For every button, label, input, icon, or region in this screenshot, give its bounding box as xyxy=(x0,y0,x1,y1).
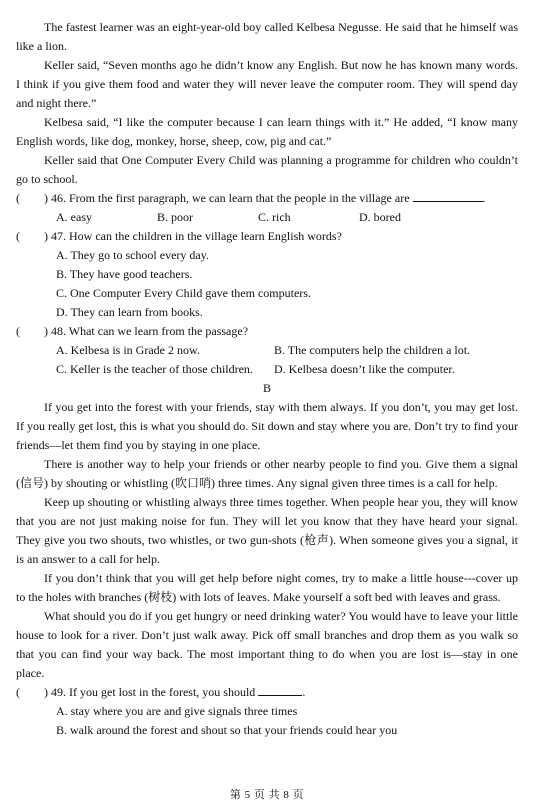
answer-paren[interactable]: ( xyxy=(16,191,20,205)
option-b: B. They have good teachers. xyxy=(56,267,193,281)
option-c: C. One Computer Every Child gave them computers. xyxy=(56,286,311,300)
question-49 xyxy=(16,683,518,702)
question-stem: ) 49. If you get lost in the forest, you should xyxy=(44,685,256,699)
option-b: B. poor xyxy=(157,210,193,224)
page-content xyxy=(16,18,518,740)
question-stem: ) 48. What can we learn from the passage? xyxy=(44,324,249,338)
option-d: D. bored xyxy=(359,210,401,224)
question-46 xyxy=(16,189,518,208)
page-footer: 第 5 页 共 8 页 xyxy=(229,789,305,801)
passage-a-paragraph-2: Keller said, “Seven months ago he didn’t know any English. But now he has known many words. I think if you give them food and water they will never leave the computer room. They will spend day and night there.” xyxy=(16,58,518,110)
passage-a-paragraph-1: The fastest learner was an eight-year-old boy called Kelbesa Negusse. He said that he himself was like a lion. xyxy=(16,20,518,53)
option-d: D. Kelbesa doesn’t like the computer. xyxy=(274,362,455,376)
passage-b-paragraph-3: Keep up shouting or whistling always three times together. When people hear you, they will know that you are not just making noise for fun. They will let you know that they have heard your signal. They give you two shouts, two whistles, or two gun-shots (枪声). When someone gives you a signal, it is an answer to a call for help. xyxy=(16,495,518,566)
option-a: A. They go to school every day. xyxy=(56,248,209,262)
passage-a-paragraph-4: Keller said that One Computer Every Child was planning a programme for children who couldn’t go to school. xyxy=(16,153,518,186)
answer-blank[interactable] xyxy=(413,189,483,202)
question-48 xyxy=(16,322,518,341)
passage-b-paragraph-5: What should you do if you get hungry or need drinking water? You would have to leave your little house to look for a river. Don’t just walk away. Pick off small branches and drop them as you walk so that you can find your way back. The most important thing to do when you are lost is—stay in one place. xyxy=(16,609,518,680)
options-48-row-2 xyxy=(16,360,518,379)
question-stem: ) 47. How can the children in the village learn English words? xyxy=(44,229,342,243)
answer-paren[interactable]: ( xyxy=(16,229,20,243)
options-46 xyxy=(16,208,518,227)
option-c: C. Keller is the teacher of those children. xyxy=(56,362,253,376)
section-b-heading: B xyxy=(262,381,271,395)
passage-a-paragraph-3: Kelbesa said, “I like the computer because I can learn things with it.” He added, “I know many English words, like dog, monkey, horse, sheep, cow, pig and cat.” xyxy=(16,115,518,148)
option-a: A. Kelbesa is in Grade 2 now. xyxy=(56,343,200,357)
answer-paren[interactable]: ( xyxy=(16,324,20,338)
question-stem: ) 46. From the first paragraph, we can learn that the people in the village are xyxy=(44,191,410,205)
answer-paren[interactable]: ( xyxy=(16,685,20,699)
option-d: D. They can learn from books. xyxy=(56,305,203,319)
passage-b-paragraph-2: There is another way to help your friends or other nearby people to find you. Give them a signal (信号) by shouting or whistling (吹口哨) three times. Any signal given three times is a call for help. xyxy=(16,457,518,490)
option-a: A. stay where you are and give signals three times xyxy=(56,704,298,718)
option-b: B. The computers help the children a lot. xyxy=(274,343,471,357)
question-end: . xyxy=(302,685,306,699)
question-end: . xyxy=(482,191,486,205)
passage-b-paragraph-4: If you don’t think that you will get help before night comes, try to make a little house---cover up to the holes with branches (树枝) with lots of leaves. Make yourself a soft bed with leaves and grass. xyxy=(16,571,518,604)
option-c: C. rich xyxy=(258,210,291,224)
passage-b-paragraph-1: If you get into the forest with your friends, stay with them always. If you don’t, you may get lost. If you really get lost, this is what you should do. Sit down and stay where you are. Don’t try to find your friends—let them find you by staying in one place. xyxy=(16,400,518,452)
option-a: A. easy xyxy=(56,210,92,224)
answer-blank[interactable] xyxy=(258,683,302,696)
option-b: B. walk around the forest and shout so that your friends could hear you xyxy=(56,723,398,737)
options-48-row-1 xyxy=(16,341,518,360)
question-47 xyxy=(16,227,518,246)
